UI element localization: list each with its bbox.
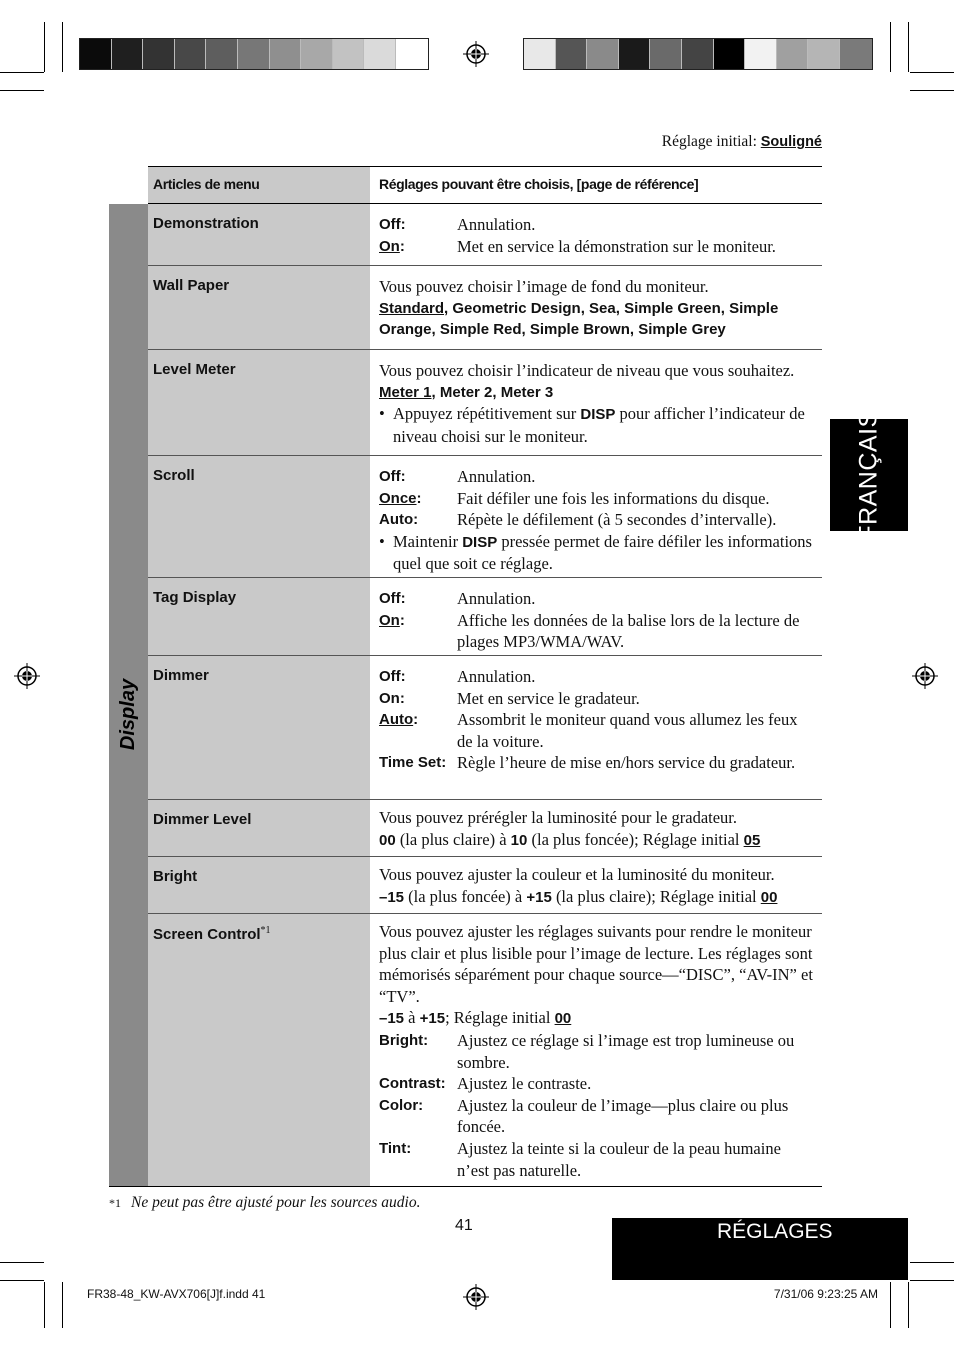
settings-demonstration: Off: Annulation. On: Met en service la démonstration sur le moniteur. — [370, 204, 822, 265]
item-bright: Bright — [148, 857, 370, 913]
default-option: Standard — [379, 299, 445, 317]
item-dimmer: Dimmer — [148, 656, 370, 799]
option-value: Met en service la démonstration sur le moniteur. — [457, 236, 776, 256]
initial-label: Réglage initial: — [661, 133, 757, 150]
item-screen-control: Screen Control$^{*1}$ — [148, 914, 370, 1186]
language-tab — [830, 409, 908, 541]
settings-table — [109, 166, 822, 1187]
option-key-default: On — [379, 611, 400, 629]
settings-scroll: Off: Annulation. Once: Fait défiler une fois les informations du disque. Auto: Répète le défilement (à 5 secondes d’intervalle). • Maintenir DISP pressée permet de faire défiler les informations quel que soit ce réglage. — [379, 467, 812, 574]
table-row — [148, 204, 822, 266]
other-options: , Geometric Design, Sea, Simple Green, Simple Orange, Simple Red, Simple Brown, Simple Grey — [379, 299, 779, 339]
registration-mark-icon — [463, 41, 489, 67]
footnote — [109, 1194, 420, 1212]
settings-screen-control: Vous pouvez ajuster les réglages suivants pour rendre le moniteur plus clair et plus lisible pour l’image de lecture. Les réglages sont mémorisés séparément pour chaque source—“DISC”, “AV-IN” et “TV”. –15 à +15; Réglage initial 00 Bright: Ajustez ce réglage si l’image est trop lumineuse ou sombre. Contrast: Ajustez le contraste. Color: Ajustez la couleur de l’image—plus claire ou plus foncée. Tint: Ajustez la teinte si la couleur de la peau humaine n’est pas naturelle. — [379, 922, 813, 1180]
item-scroll: Scroll — [148, 456, 370, 577]
settings-bright: Vous pouvez ajuster la couleur et la luminosité du moniteur. –15 (la plus foncée) à +15 (la plus claire); Réglage initial 00 — [370, 857, 822, 913]
column-header-settings: Réglages pouvant être choisis, [page de référence] — [379, 176, 699, 192]
bullet-icon: • — [379, 404, 385, 424]
option-value: Annulation. — [457, 215, 536, 234]
description: Vous pouvez ajuster la couleur et la luminosité du moniteur. — [379, 865, 775, 884]
section-column — [109, 204, 148, 1186]
table-row — [148, 800, 822, 857]
bullet-icon: • — [379, 531, 385, 551]
table-header — [148, 166, 822, 204]
table-row — [148, 914, 822, 1186]
item-dimmer-level: Dimmer Level — [148, 800, 370, 856]
initial-setting-note — [662, 133, 822, 151]
item-wall-paper: Wall Paper — [148, 266, 370, 349]
option-key-default: Auto — [379, 711, 414, 729]
table-row — [148, 656, 822, 800]
settings-dimmer-level: Vous pouvez prérégler la luminosité pour le gradateur. 00 (la plus claire) à 10 (la plus foncée); Réglage initial 05 — [370, 800, 822, 856]
initial-value: 00 — [554, 1010, 572, 1028]
section-label-display: Display — [117, 678, 140, 750]
settings-wall-paper — [370, 266, 822, 349]
item-level-meter: Level Meter — [148, 350, 370, 455]
description: Vous pouvez choisir l’indicateur de niveau que vous souhaitez. — [379, 361, 795, 380]
grayscale-colorbar-left — [79, 38, 429, 70]
default-option: Meter 1 — [379, 383, 432, 401]
slug-date: 7/31/06 9:23:25 AM — [773, 1287, 878, 1301]
section-tab — [612, 1218, 908, 1280]
initial-value: 05 — [743, 831, 761, 849]
initial-value: Souligné — [760, 134, 822, 150]
option-key-default: Once — [379, 489, 417, 507]
table-row — [148, 578, 822, 656]
slug-file: FR38-48_KW-AVX706[J]f.indd 41 — [87, 1287, 266, 1301]
option-key-default: On — [379, 237, 400, 255]
language-tab-label: FRANÇAIS — [854, 409, 883, 541]
grayscale-colorbar-right — [523, 38, 873, 70]
registration-mark-icon — [912, 663, 938, 689]
table-row — [148, 266, 822, 350]
item-demonstration: Demonstration — [148, 204, 370, 265]
table-body — [109, 204, 822, 1187]
table-row — [148, 350, 822, 456]
key-disp: DISP — [580, 406, 616, 424]
registration-mark-icon — [14, 663, 40, 689]
registration-mark-icon — [463, 1284, 489, 1310]
section-tab-label: RÉGLAGES — [717, 1220, 833, 1243]
initial-value: 00 — [760, 888, 778, 906]
page-number: 41 — [455, 1217, 473, 1234]
footnote-mark: *1 — [109, 1196, 121, 1210]
settings-dimmer: Off: Annulation. On: Met en service le gradateur. Auto: Assombrit le moniteur quand vous allumez les feux de la voiture. Time Set: Règle l’heure de mise en/hors service du gradateur. — [379, 667, 798, 773]
footnote-text: Ne peut pas être ajusté pour les sources audio. — [131, 1194, 421, 1211]
footnote-mark: *1 — [260, 925, 271, 936]
settings-tag-display: Off: Annulation. On: Affiche les données de la balise lors de la lecture de plages MP3/WMA/WAV. — [379, 589, 800, 652]
table-row — [148, 456, 822, 578]
description: Vous pouvez choisir l’image de fond du moniteur. — [379, 277, 709, 296]
settings-level-meter: Vous pouvez choisir l’indicateur de niveau que vous souhaitez. Meter 1, Meter 2, Meter 3 • Appuyez répétitivement sur DISP pour afficher l’indicateur de niveau choisi sur le moniteur. — [370, 350, 822, 455]
table-row — [148, 857, 822, 914]
item-tag-display: Tag Display — [148, 578, 370, 655]
column-header-items: Articles de menu — [148, 167, 370, 203]
option-key: Off: — [379, 216, 406, 233]
description: Vous pouvez ajuster les réglages suivants pour rendre le moniteur plus clair et plus lisible pour l’image de lecture. Les réglages sont mémorisés séparément pour chaque source—“DISC”, “AV-IN” et “TV”. — [379, 922, 813, 1006]
description: Vous pouvez prérégler la luminosité pour le gradateur. — [379, 808, 738, 827]
other-options: , Meter 2, Meter 3 — [431, 383, 554, 401]
key-disp: DISP — [462, 533, 498, 551]
